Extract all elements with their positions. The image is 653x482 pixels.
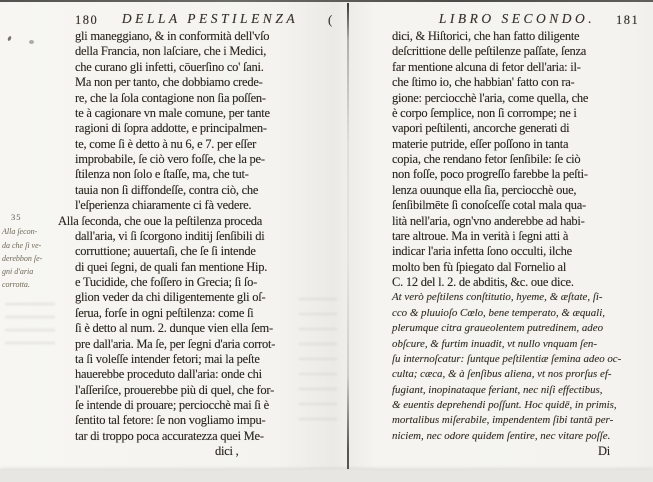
text-line: plerumque citra graueolentem putredinem, adeo [392, 322, 604, 335]
text-line: & euentis deprehendi poſſunt. Hoc quidē, in primis, [392, 399, 617, 411]
text-line: l'aſſeriſce, prouerebbe più di quel, che for- [75, 382, 274, 397]
text-line: ſu internoſcatur: ſuntque peſtilentiæ ſemina adeo oc- [392, 352, 622, 365]
text-line: niciem, nec odore quidem ſentire, nec vitare poſſe. [392, 429, 611, 442]
margin-note-number: 35 [11, 212, 22, 222]
left-paragraph-2 [58, 213, 335, 445]
text-line: At verò peſtilens conſtitutio, hyeme, & æſtate, ſi- [392, 291, 603, 304]
margin-note-text [2, 225, 60, 291]
left-page-continuation-word: dici , [215, 444, 239, 459]
text-line: di quei ſegni, de quali fan mentione Hip. [75, 259, 268, 274]
text-line: ſerua, forſe in ogni peſtilenza: come ſi [75, 305, 254, 320]
text-line: ragioni di ſopra addotte, e principalmen- [75, 121, 267, 136]
text-line: Alla ſecon- [2, 227, 38, 237]
text-line: derebbon ſe- [2, 253, 43, 263]
text-line: corrotta. [2, 280, 30, 290]
text-line: è corpo ſemplice, non ſi corrompe; ne i [392, 105, 577, 120]
text-line: obſcure, & furtim inuadit, vt nullo vnquam ſen- [392, 337, 597, 350]
text-line: materie putride, eſſer poſſono in tanta [392, 136, 569, 151]
scan-bottom-edge [0, 470, 653, 482]
text-line: e Tucidide, che foſſero in Grecia; ſi ſo- [75, 275, 258, 289]
text-line: ſe intende di prouare; perciocchè mai ſi è [75, 398, 269, 412]
text-line: cco & pluuioſo Cœlo, bene temperato, & æquali, [392, 306, 605, 319]
running-title-right: LIBRO SECONDO. [438, 11, 596, 26]
text-line: far mentione alcuna di fetor dell'aria: il- [392, 59, 581, 74]
text-line: copia, che rendano fetor ſenſibile: ſe ciò [392, 152, 581, 166]
text-line: l'eſperienza chiaramente ci fà vedere. [75, 198, 252, 213]
text-line: della Francia, non laſciare, che i Medici, [75, 44, 267, 59]
text-line: culta; cæca, & à ſenſibus aliena, vt nos prorſus ef- [392, 368, 612, 381]
text-line: mortalibus miſerabile, impendentem ſibi tantā per- [392, 414, 614, 427]
page-number-right: 181 [616, 13, 640, 27]
text-line: che curano gli infetti, cōuerſino co' ſani. [75, 59, 264, 74]
text-line: ſi è detto al num. 2. dunque vien ella ſem- [75, 321, 273, 336]
text-line: molto ben fù ſpiegato dal Fornelio al [392, 259, 567, 274]
text-line: vapori peſtilenti, ancorche generati di [392, 121, 570, 136]
text-line: re, che la ſola contagione non ſia poſſen- [75, 90, 266, 105]
text-line: tauia non ſi diffondeſſe, contra ciò, che [75, 182, 259, 197]
text-line: da che ſi ve- [2, 240, 42, 250]
ink-speck [29, 40, 34, 44]
text-line: tare altroue. Ma in verità i ſegni atti à [392, 228, 569, 243]
catchword: Di [598, 444, 610, 459]
page-number-left: 180 [75, 13, 99, 27]
text-line: pre dall'aria. Ma ſe, per ſegni d'aria corrot- [75, 336, 276, 351]
text-line: dici, & Hiſtorici, che han fatto diligente [392, 29, 580, 43]
text-line: ta ſi voleſſe intender fetori; mai la peſte [75, 351, 260, 366]
text-line: C. 12 del l. 2. de abditis, &c. oue dice. [392, 275, 574, 289]
text-line: ſtilenza non ſolo e ſtaſſe, ma, che tut- [75, 167, 249, 182]
text-line: deſcrittione delle peſtilenze paſſate, ſenza [392, 44, 587, 59]
right-paragraph-roman [392, 29, 648, 290]
text-line: improbabile, ſe ciò vero foſſe, che la pe- [75, 152, 265, 166]
text-line: glion veder da chi diligentemente gli oſ- [75, 290, 266, 305]
text-line: corruttione; auuertaſi, che ſe ſi intende [75, 244, 256, 259]
left-paragraph-1 [75, 29, 335, 214]
text-line: che ſtimo io, che habbian' fatto con ra- [392, 75, 575, 90]
margin-note [2, 211, 60, 292]
text-line: hauerebbe proceduto dall'aria: onde chi [75, 367, 262, 382]
text-line: Alla ſeconda, che oue la peſtilenza proceda [58, 213, 263, 228]
text-line: fugiant, inopinataque feriant, nec niſi effectibus, [392, 383, 603, 396]
paren-mark: ( [328, 12, 333, 27]
text-line: tar di troppo poca accuratezza quei Me- [75, 428, 264, 443]
right-paragraph-latin-quote [392, 290, 648, 444]
text-line: Ma non per tanto, che dobbiamo crede- [75, 75, 263, 90]
text-line: ſenſibilmēte ſi conoſceſſe cotal mala qua- [392, 198, 586, 213]
text-line: lenza ouunque ella ſia, perciocchè oue, [392, 182, 577, 197]
left-page-text-column [58, 29, 335, 460]
text-line: ſentito tal fetore: ſe non vogliamo impu- [75, 413, 266, 428]
text-line: indicar l'aria infetta ſono occulti, ilche [392, 244, 572, 259]
page-gutter-crease [347, 3, 349, 469]
text-line: lità nell'aria, ogn'vno anderebbe ad habi- [392, 213, 585, 228]
text-line: te, come ſi è detto à nu 6, e 7. per eſſer [75, 136, 257, 151]
text-line: dall'aria, vi ſi ſcorgono inditij ſenſibili di [75, 228, 265, 243]
right-page-text-column [392, 29, 648, 460]
text-line: gione: perciocchè l'aria, come quella, che [392, 90, 589, 105]
text-line: gni d'aria [2, 267, 34, 277]
running-title-left: DELLA PESTILENZA [121, 11, 299, 26]
text-line: gli maneggiano, & in conformità dell'vſo [75, 29, 270, 43]
text-line: non foſſe, poco progreſſo farebbe la peſti- [392, 167, 588, 182]
text-line: te à cagionare vn male comune, per tante [75, 105, 270, 120]
